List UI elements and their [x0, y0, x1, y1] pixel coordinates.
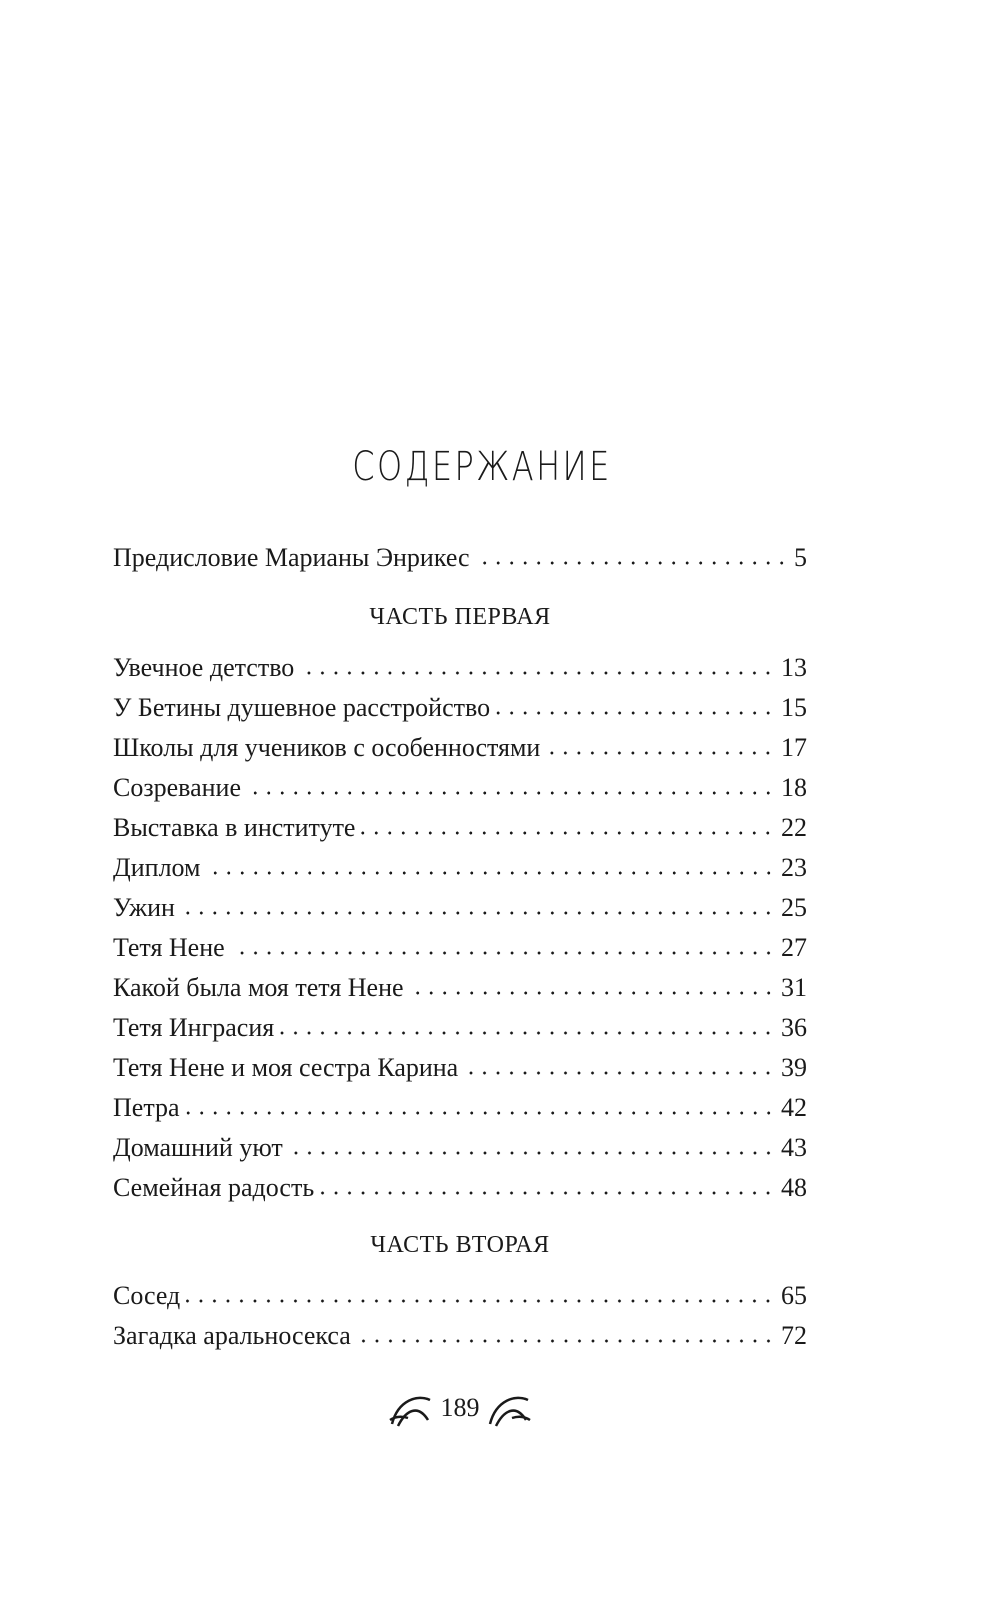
dot-leader	[280, 1030, 775, 1036]
entry-page: 23	[781, 853, 807, 882]
dot-leader	[476, 560, 788, 566]
toc-entry	[113, 728, 807, 768]
entry-page: 17	[781, 733, 807, 762]
entry-label: Ужин	[113, 893, 175, 922]
toc-part2	[113, 1276, 807, 1356]
entry-page: 15	[781, 693, 807, 722]
entry-label: Домашний уют	[113, 1133, 283, 1162]
entry-label: Семейная радость	[113, 1173, 315, 1202]
dot-leader	[410, 990, 775, 996]
entry-page: 5	[794, 543, 807, 572]
dot-leader	[546, 750, 775, 756]
page-number	[0, 1390, 920, 1430]
entry-page: 13	[781, 653, 807, 682]
toc-entry	[113, 1088, 807, 1128]
entry-page: 39	[781, 1053, 807, 1082]
toc-entry	[113, 768, 807, 808]
toc-entry	[113, 848, 807, 888]
entry-label: Диплом	[113, 853, 201, 882]
entry-label: Какой была моя тетя Нене	[113, 973, 404, 1002]
entry-label: Тетя Ингрaсия	[113, 1013, 275, 1042]
entry-label: Тетя Нене и моя сестра Карина	[113, 1053, 459, 1082]
toc-entry	[113, 538, 807, 578]
toc-entry	[113, 1048, 807, 1088]
toc-entry	[113, 808, 807, 848]
dot-leader	[289, 1150, 775, 1156]
entry-page: 31	[781, 973, 807, 1002]
dot-leader	[357, 1338, 775, 1344]
toc-entry	[113, 968, 807, 1008]
dot-leader	[496, 710, 775, 716]
entry-label: Загадка аральносекса	[113, 1321, 351, 1350]
dot-leader	[186, 1298, 775, 1304]
entry-page: 43	[781, 1133, 807, 1162]
entry-page: 42	[781, 1093, 807, 1122]
toc-entry	[113, 1168, 807, 1208]
dot-leader	[247, 790, 775, 796]
ornament-right-icon	[486, 1390, 532, 1430]
dot-leader	[361, 830, 775, 836]
entry-page: 72	[781, 1321, 807, 1350]
ornament-left-icon	[388, 1390, 434, 1430]
dot-leader	[300, 670, 775, 676]
dot-leader	[320, 1190, 775, 1196]
dot-leader	[207, 870, 776, 876]
toc-entry	[113, 1008, 807, 1048]
toc-part1	[113, 648, 807, 1208]
entry-label: Созревание	[113, 773, 241, 802]
entry-page: 27	[781, 933, 807, 962]
toc-entry	[113, 1128, 807, 1168]
entry-page: 65	[781, 1281, 807, 1310]
toc-entry	[113, 648, 807, 688]
entry-label: Школы для учеников с особенностями	[113, 733, 541, 762]
entry-label: У Бетины душевное расстройство	[113, 693, 491, 722]
entry-page: 48	[781, 1173, 807, 1202]
dot-leader	[464, 1070, 775, 1076]
toc-preface	[113, 538, 807, 578]
toc-entry	[113, 928, 807, 968]
entry-label: Увечное детство	[113, 653, 295, 682]
entry-page: 36	[781, 1013, 807, 1042]
toc-entry	[113, 1276, 807, 1316]
toc-entry	[113, 888, 807, 928]
part-heading: ЧАСТЬ ВТОРАЯ	[370, 1232, 550, 1258]
part-heading: ЧАСТЬ ПЕРВАЯ	[369, 604, 551, 630]
entry-page: 22	[781, 813, 807, 842]
page-number-text: 189	[440, 1392, 480, 1422]
page-title: СОДЕРЖАНИЕ	[352, 444, 612, 490]
toc-entry	[113, 1316, 807, 1356]
entry-label: Предисловие Марианы Энрикес	[113, 543, 470, 572]
entry-page: 25	[781, 893, 807, 922]
dot-leader	[231, 950, 775, 956]
entry-label: Выставка в институте	[113, 813, 356, 842]
dot-leader	[186, 1110, 775, 1116]
toc-entry	[113, 688, 807, 728]
entry-label: Тетя Нене	[113, 933, 225, 962]
entry-label: Петра	[113, 1093, 180, 1122]
dot-leader	[181, 910, 775, 916]
entry-label: Сосед	[113, 1281, 181, 1310]
entry-page: 18	[781, 773, 807, 802]
